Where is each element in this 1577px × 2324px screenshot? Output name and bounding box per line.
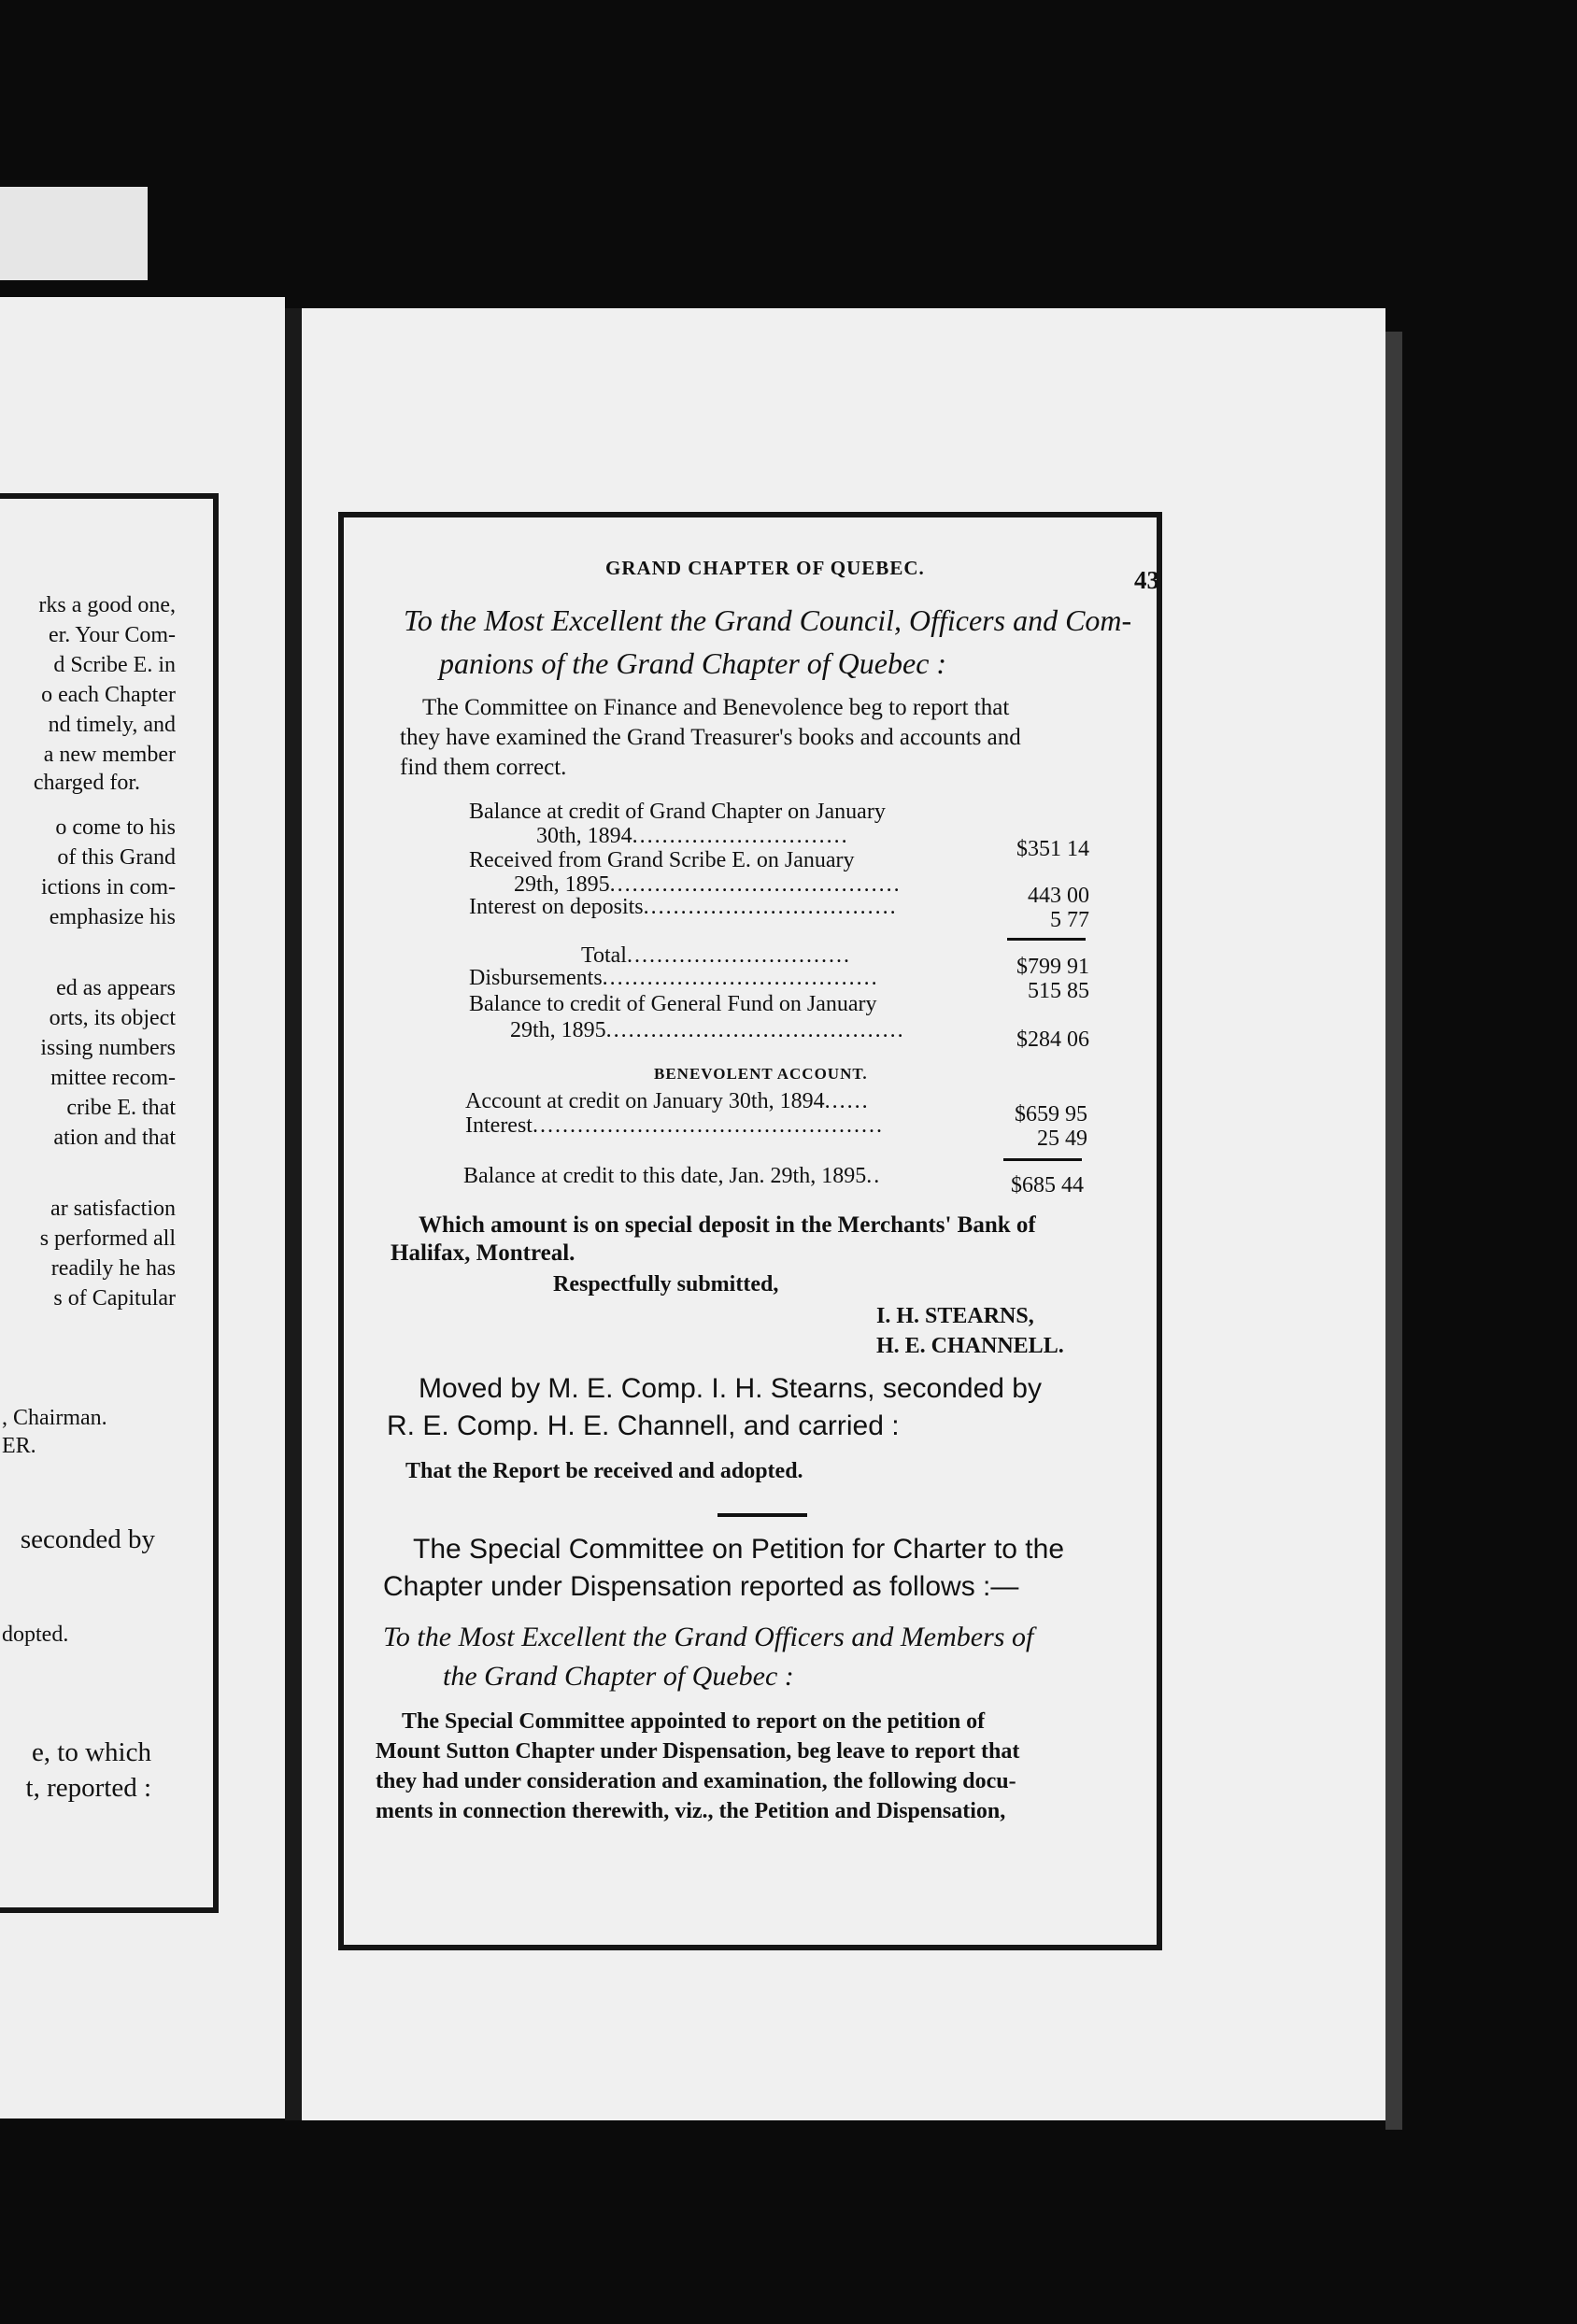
account-label: Disbursements..................................... [469,966,879,990]
left-line: mittee recom- [50,1066,176,1090]
account-label: Balance at credit of Grand Chapter on January [469,800,886,824]
left-line: ar satisfaction [50,1197,176,1221]
account-label: Interest on deposits.................................. [469,895,898,919]
left-line: seconded by [20,1524,155,1554]
left-line: charged for. [33,771,140,795]
left-line: o each Chapter [41,683,176,707]
left-page-tab [0,187,148,280]
left-line: er. Your Com- [48,623,176,647]
address-line: To the Most Excellent the Grand Council, Officers and Com- [404,603,1132,637]
account-amount: 443 00 [1028,884,1089,908]
account-label: Balance at credit to this date, Jan. 29th, 1895.. [463,1164,882,1188]
account-label: Balance to credit of General Fund on January [469,992,877,1016]
motion-line: Moved by M. E. Comp. I. H. Stearns, seconded by [419,1373,1042,1404]
special-line: Chapter under Dispensation reported as follows :— [383,1571,1019,1602]
left-line: readily he has [50,1256,176,1281]
resolution: That the Report be received and adopted. [405,1459,803,1483]
left-line: e, to which [31,1737,151,1767]
sum-rule [1007,938,1086,941]
left-column-text [0,297,178,1803]
benevolent-heading: BENEVOLENT ACCOUNT. [654,1065,868,1083]
intro-line: find them correct. [400,755,567,780]
left-line: ER. [2,1434,36,1458]
left-line: rks a good one, [38,593,176,617]
intro-line: The Committee on Finance and Benevolence beg to report that [422,695,1010,720]
signature: H. E. CHANNELL. [876,1334,1064,1358]
left-line: issing numbers [40,1036,176,1060]
running-head: GRAND CHAPTER OF QUEBEC. [605,557,925,579]
left-line: a new member [43,743,176,767]
left-line: s performed all [39,1226,176,1251]
left-line: d Scribe E. in [53,653,176,677]
left-line: dopted. [2,1623,69,1647]
submitted-line: Respectfully submitted, [553,1272,779,1297]
petition-line: they had under consideration and examination, the following docu- [376,1769,1016,1793]
account-label: 29th, 1895........................................ [510,1018,905,1042]
left-line: o come to his [55,815,176,840]
right-page-edge [1385,332,1402,2130]
petition-line: Mount Sutton Chapter under Dispensation, beg leave to report that [376,1739,1020,1764]
petition-line: ments in connection therewith, viz., the Petition and Dispensation, [376,1799,1006,1823]
intro-line: they have examined the Grand Treasurer's books and accounts and [400,725,1021,750]
motion-line: R. E. Comp. H. E. Channell, and carried : [387,1410,900,1441]
left-line: , Chairman. [2,1406,107,1430]
account-amount: $799 91 [1016,955,1089,979]
account-amount: 515 85 [1028,979,1089,1003]
account-amount: $284 06 [1016,1027,1089,1052]
left-line: orts, its object [49,1006,176,1030]
address-line: the Grand Chapter of Quebec : [443,1661,794,1692]
account-amount: 5 77 [1050,908,1089,932]
account-label: 30th, 1894............................. [536,824,849,848]
left-line: ictions in com- [41,875,176,900]
gutter-shadow [285,308,302,2120]
page-number: 43 [1134,566,1159,594]
account-amount: $351 14 [1016,837,1089,861]
account-label: Account at credit on January 30th, 1894...... [465,1089,870,1113]
deposit-line: Which amount is on special deposit in the Merchants' Bank of [419,1212,1036,1238]
account-amount: $685 44 [1011,1173,1084,1197]
left-line: emphasize his [49,905,176,929]
left-line: t, reported : [25,1773,151,1803]
account-label: Total.............................. [581,943,851,968]
account-amount: 25 49 [1037,1127,1087,1151]
petition-line: The Special Committee appointed to report on the petition of [402,1709,986,1734]
left-line: s of Capitular [53,1286,176,1311]
special-line: The Special Committee on Petition for Charter to the [413,1534,1065,1565]
account-amount: $659 95 [1015,1102,1087,1127]
signature: I. H. STEARNS, [876,1304,1034,1328]
left-line: nd timely, and [48,713,176,737]
account-label: Interest............................................... [465,1113,884,1138]
left-line: ed as appears [56,976,176,1000]
address-line: To the Most Excellent the Grand Officers and Members of [383,1622,1034,1652]
left-line: of this Grand [57,845,176,870]
left-line: ation and that [53,1126,176,1150]
account-label: Received from Grand Scribe E. on January [469,848,855,872]
deposit-line: Halifax, Montreal. [391,1240,575,1266]
account-label: 29th, 1895....................................... [514,872,902,897]
address-line: panions of the Grand Chapter of Quebec : [439,646,947,680]
sum-rule [1003,1158,1082,1161]
section-divider [717,1513,807,1517]
left-page [0,297,285,2119]
left-line: cribe E. that [66,1096,176,1120]
